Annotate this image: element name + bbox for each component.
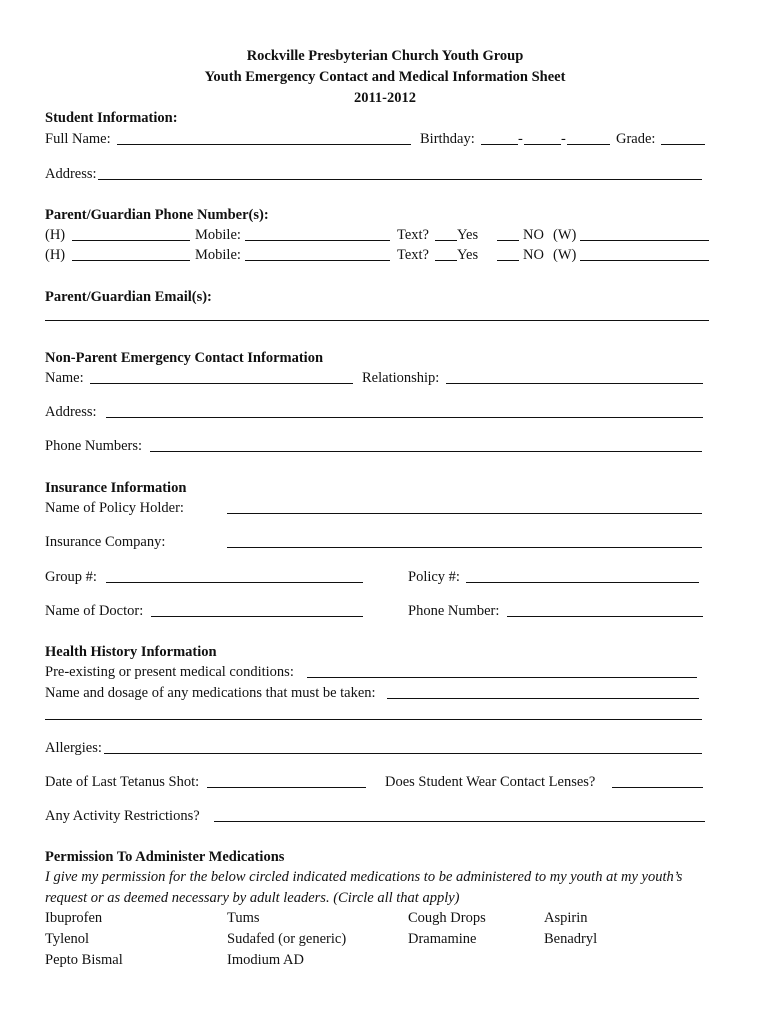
relationship-label: Relationship: [362,370,440,386]
emergency-phone-field[interactable] [150,451,702,452]
birthday-label: Birthday: [420,131,475,147]
address-label: Address: [45,166,97,182]
text-yes-blank[interactable] [435,260,457,261]
medication-option[interactable]: Cough Drops [408,910,486,926]
policy-number-field[interactable] [466,582,699,583]
emergency-name-field[interactable] [90,383,353,384]
full-name-field[interactable] [117,144,411,145]
doctor-name-label: Name of Doctor: [45,603,144,619]
medication-option[interactable]: Tums [227,910,260,926]
permission-statement-continued: request or as deemed necessary by adult leaders. (Circle all that apply) [45,890,460,906]
medication-option[interactable]: Pepto Bismal [45,952,123,968]
form-title: Youth Emergency Contact and Medical Information Sheet [204,69,566,85]
policy-number-label: Policy #: [408,569,460,585]
parent-email-field[interactable] [45,320,709,321]
tetanus-date-label: Date of Last Tetanus Shot: [45,774,200,790]
policy-holder-label: Name of Policy Holder: [45,500,184,516]
contact-lenses-label: Does Student Wear Contact Lenses? [385,774,596,790]
birthday-separator: - [561,131,566,147]
activity-restrictions-label: Any Activity Restrictions? [45,808,200,824]
medication-option[interactable]: Imodium AD [227,952,304,968]
contact-lenses-field[interactable] [612,787,703,788]
insurance-heading: Insurance Information [45,480,187,496]
home-phone-field[interactable] [72,240,190,241]
full-name-label: Full Name: [45,131,111,147]
policy-holder-field[interactable] [227,513,702,514]
medications-field-continued[interactable] [45,719,702,720]
doctor-phone-field[interactable] [507,616,703,617]
health-history-heading: Health History Information [45,644,217,660]
home-phone-label: (H) [45,247,66,263]
birthday-year-field[interactable] [567,144,610,145]
text-label: Text? [397,247,429,263]
birthday-separator: - [518,131,523,147]
emergency-contact-heading: Non-Parent Emergency Contact Information [45,350,324,366]
mobile-field[interactable] [245,260,390,261]
no-label: NO [523,247,544,263]
allergies-field[interactable] [104,753,702,754]
org-title: Rockville Presbyterian Church Youth Group [246,48,524,64]
student-info-heading: Student Information: [45,110,178,126]
allergies-label: Allergies: [45,740,102,756]
work-phone-field[interactable] [580,260,709,261]
medication-option[interactable]: Ibuprofen [45,910,103,926]
medication-option[interactable]: Benadryl [544,931,598,947]
medication-option[interactable]: Dramamine [408,931,477,947]
work-phone-label: (W) [553,247,577,263]
medication-option[interactable]: Sudafed (or generic) [227,931,347,947]
emergency-address-field[interactable] [106,417,703,418]
medication-option[interactable]: Aspirin [544,910,588,926]
work-phone-label: (W) [553,227,577,243]
grade-label: Grade: [616,131,656,147]
no-label: NO [523,227,544,243]
activity-restrictions-field[interactable] [214,821,705,822]
medications-field[interactable] [387,698,699,699]
yes-label: Yes [457,227,479,243]
yes-label: Yes [457,247,479,263]
tetanus-date-field[interactable] [207,787,366,788]
birthday-month-field[interactable] [481,144,518,145]
form-year: 2011-2012 [353,90,417,106]
doctor-phone-label: Phone Number: [408,603,500,619]
parent-phone-heading: Parent/Guardian Phone Number(s): [45,207,269,223]
home-phone-field[interactable] [72,260,190,261]
emergency-name-label: Name: [45,370,84,386]
permission-heading: Permission To Administer Medications [45,849,285,865]
group-number-field[interactable] [106,582,363,583]
home-phone-label: (H) [45,227,66,243]
parent-email-heading: Parent/Guardian Email(s): [45,289,212,305]
group-number-label: Group #: [45,569,97,585]
mobile-label: Mobile: [195,227,241,243]
text-no-blank[interactable] [497,260,519,261]
text-no-blank[interactable] [497,240,519,241]
emergency-address-label: Address: [45,404,97,420]
emergency-phone-label: Phone Numbers: [45,438,143,454]
insurance-company-field[interactable] [227,547,702,548]
relationship-field[interactable] [446,383,703,384]
work-phone-field[interactable] [580,240,709,241]
medical-conditions-field[interactable] [307,677,697,678]
medication-option[interactable]: Tylenol [45,931,90,947]
grade-field[interactable] [661,144,705,145]
birthday-day-field[interactable] [524,144,561,145]
mobile-label: Mobile: [195,247,241,263]
text-label: Text? [397,227,429,243]
medications-label: Name and dosage of any medications that must be taken: [45,685,376,701]
insurance-company-label: Insurance Company: [45,534,166,550]
mobile-field[interactable] [245,240,390,241]
medical-conditions-label: Pre-existing or present medical conditions: [45,664,294,680]
permission-statement: I give my permission for the below circled indicated medications to be administered to my youth at my youth’s [45,869,683,885]
address-field[interactable] [98,179,702,180]
text-yes-blank[interactable] [435,240,457,241]
doctor-name-field[interactable] [151,616,363,617]
